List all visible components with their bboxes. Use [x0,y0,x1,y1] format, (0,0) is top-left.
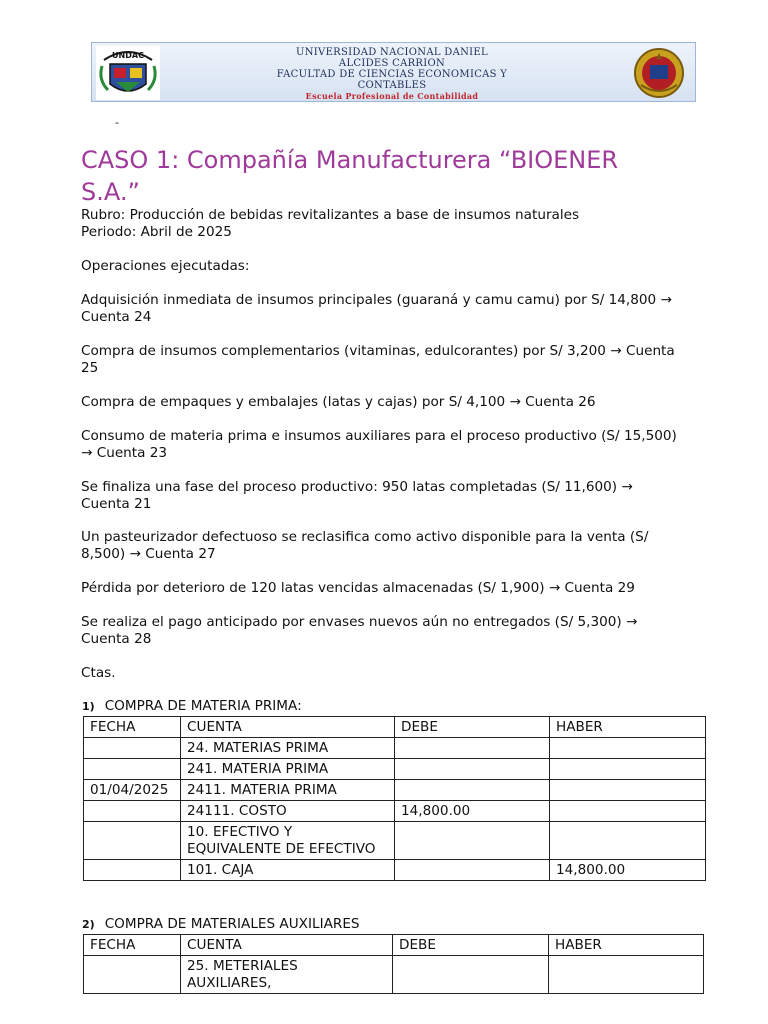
haber-cell [550,738,706,759]
column-header: FECHA [84,717,181,738]
column-header: HABER [550,717,706,738]
column-header: DEBE [393,935,549,956]
university-name [242,47,542,102]
header-banner [91,42,696,102]
debe-cell [395,822,550,860]
section-heading [82,698,302,715]
stray-dash: - [115,116,119,129]
haber-cell: 14,800.00 [550,860,706,881]
operaciones-label: Operaciones ejecutadas: [81,258,250,274]
table-row [84,822,706,860]
cuenta-cell: 10. EFECTIVO Y EQUIVALENTE DE EFECTIVO [181,822,395,860]
fecha-cell: 01/04/2025 [84,780,181,801]
fecha-cell [84,738,181,759]
fecha-cell [84,822,181,860]
contabilidad-seal-icon [629,47,689,99]
haber-cell [550,801,706,822]
periodo-text: Periodo: Abril de 2025 [81,224,232,240]
haber-cell [550,822,706,860]
journal-table-2 [83,934,704,994]
haber-cell [550,759,706,780]
banner-line: CONTABLES [357,80,427,91]
section-title: COMPRA DE MATERIALES AUXILIARES [104,916,360,932]
fecha-cell [84,956,181,994]
cuenta-cell: 24111. COSTO [181,801,395,822]
debe-cell [395,780,550,801]
operacion-item: Compra de empaques y embalajes (latas y cajas) por S/ 4,100 → Cuenta 26 [81,394,596,410]
column-header: HABER [549,935,704,956]
rubro-text: Rubro: Producción de bebidas revitalizantes a base de insumos naturales [81,207,580,223]
column-header: CUENTA [181,717,395,738]
debe-cell [393,956,549,994]
column-header: CUENTA [181,935,393,956]
debe-cell [395,738,550,759]
operacion-item: Adquisición inmediata de insumos principales (guaraná y camu camu) por S/ 14,800 → Cuenta 24 [81,292,672,325]
banner-line: ALCIDES CARRION [338,58,446,69]
cuenta-cell: 24. MATERIAS PRIMA [181,738,395,759]
banner-line: FACULTAD DE CIENCIAS ECONOMICAS Y [276,69,508,80]
haber-cell [549,956,704,994]
haber-cell [550,780,706,801]
cuenta-cell: 241. MATERIA PRIMA [181,759,395,780]
fecha-cell [84,801,181,822]
fecha-cell [84,860,181,881]
operacion-item: Consumo de materia prima e insumos auxiliares para el proceso productivo (S/ 15,500) → Cuenta 23 [81,428,677,461]
debe-cell [395,860,550,881]
section-number: 2) [82,918,95,931]
undac-logo-icon [96,46,160,100]
operacion-item: Compra de insumos complementarios (vitaminas, edulcorantes) por S/ 3,200 → Cuenta 25 [81,343,675,376]
fecha-cell [84,759,181,780]
section-heading [82,916,360,933]
column-header: FECHA [84,935,181,956]
ctas-label: Ctas. [81,665,116,681]
banner-line: UNIVERSIDAD NACIONAL DANIEL [296,47,488,58]
school-name: Escuela Profesional de Contabilidad [305,91,479,101]
operacion-item: Un pasteurizador defectuoso se reclasifica como activo disponible para la venta (S/ 8,500) → Cuenta 27 [81,529,649,562]
journal-table-1 [83,716,706,881]
cuenta-cell: 25. METERIALES AUXILIARES, [181,956,393,994]
section-number: 1) [82,700,95,713]
cuenta-cell: 2411. MATERIA PRIMA [181,780,395,801]
cuenta-cell: 101. CAJA [181,860,395,881]
section-title: COMPRA DE MATERIA PRIMA: [104,698,302,714]
table-row [84,860,706,881]
page-title: CASO 1: Compañía Manufacturera “BIOENER S.A.” [81,146,619,206]
table-row [84,801,706,822]
table-header-row [84,717,706,738]
table-row [84,738,706,759]
table-header-row [84,935,704,956]
table-row [84,956,704,994]
undac-logo-text: UNDAC [112,51,144,60]
operacion-item: Se realiza el pago anticipado por envases nuevos aún no entregados (S/ 5,300) → Cuenta 28 [81,614,638,647]
operacion-item: Pérdida por deterioro de 120 latas vencidas almacenadas (S/ 1,900) → Cuenta 29 [81,580,635,596]
debe-cell [395,759,550,780]
operacion-item: Se finaliza una fase del proceso productivo: 950 latas completadas (S/ 11,600) → Cuenta 21 [81,479,633,512]
column-header: DEBE [395,717,550,738]
table-row [84,759,706,780]
table-row [84,780,706,801]
debe-cell: 14,800.00 [395,801,550,822]
